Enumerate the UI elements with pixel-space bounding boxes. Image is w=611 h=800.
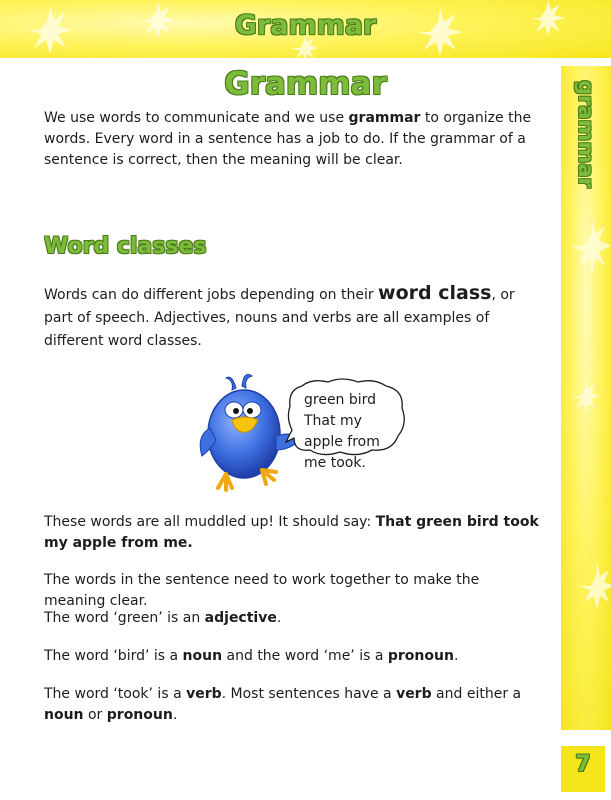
text-run: or xyxy=(83,707,107,723)
text-run: . xyxy=(276,610,282,626)
bold-term: verb xyxy=(396,686,432,702)
text-run: and either a xyxy=(431,686,522,702)
text-run: These words are all muddled up! It should say: xyxy=(44,514,376,530)
text-run: Words can do different jobs depending on their xyxy=(44,287,379,303)
bold-term: adjective xyxy=(204,610,277,626)
text-run: . Most sentences have a xyxy=(221,686,397,702)
body-paragraph xyxy=(44,646,544,667)
side-tab xyxy=(561,66,611,730)
body-paragraph xyxy=(44,512,544,554)
key-term: word class xyxy=(378,282,492,304)
section-heading: Word classes xyxy=(44,234,207,259)
bold-term: grammar xyxy=(348,110,421,126)
body-paragraph xyxy=(44,608,544,629)
bold-term: noun xyxy=(44,707,84,723)
bold-term: pronoun xyxy=(106,707,173,723)
word-class-paragraph xyxy=(44,282,544,353)
banner-title: Grammar xyxy=(234,10,377,41)
side-tab-label: grammar xyxy=(574,80,598,188)
body-paragraph xyxy=(44,684,544,726)
page-number-box xyxy=(561,746,605,792)
top-banner xyxy=(0,0,611,58)
text-run: The word ‘took’ is a xyxy=(44,686,187,702)
text-run: The word ‘green’ is an xyxy=(44,610,205,626)
text-run: The words in the sentence need to work together to make the meaning clear. xyxy=(44,572,480,609)
text-run: and the word ‘me’ is a xyxy=(222,648,388,664)
text-run: , or part of speech. Adjectives, nouns and verbs are all examples of different word classes. xyxy=(44,287,515,349)
speech-bubble-text: green bird That my apple from me took. xyxy=(304,392,380,471)
text-run: to organize the words. Every word in a sentence has a job to do. If the grammar of a sentence is correct, then the meaning will be clear. xyxy=(44,110,532,168)
page-number: 7 xyxy=(575,752,591,777)
text-run: . xyxy=(453,648,459,664)
intro-paragraph xyxy=(44,108,544,171)
text-run: We use words to communicate and we use xyxy=(44,110,349,126)
body-paragraph xyxy=(44,570,544,612)
text-run: . xyxy=(172,707,178,723)
text-run: The word ‘bird’ is a xyxy=(44,648,183,664)
bold-term: pronoun xyxy=(387,648,454,664)
bold-term: That green bird took my apple from me. xyxy=(44,514,539,551)
bold-term: noun xyxy=(182,648,223,664)
bold-term: verb xyxy=(186,686,222,702)
page-title: Grammar xyxy=(224,66,387,102)
